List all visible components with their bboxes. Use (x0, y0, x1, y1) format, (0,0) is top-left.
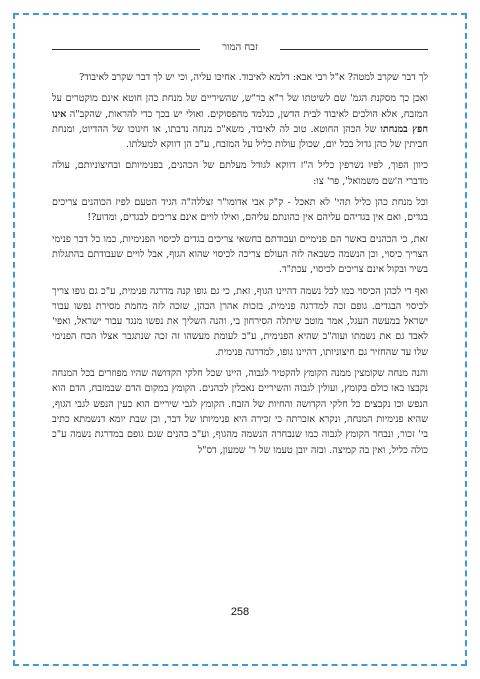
page-number: 258 (230, 606, 250, 618)
paragraph-3: כיוון הפוך, לפיו נשרפין כליל ה"ז דווקא לגודל מעלתם של הכהנים, בפנימיותם ובחיצוניותם, עולה מדברי ה'שם משמואל', פר' צו: (52, 160, 428, 187)
paragraph-6: ואף די לכהן הכיסוי כמו לכל נשמה דהיינו הגוף, זאת, כי גם גופו קנה מדרגה פנימית, ע"כ גם גופו צריך לכיסוי הבגדים. גופם זכה למדרגה פנימית, בזכות אהרן הכהן, שזכה לזה מחמת מסירת נפשו עבור ישראל במעשה העגל, אמר מוטב שיתלה הסירחון בי, והנה השליך את נפשו מנגד עבור ישראל, ואפי' לאבד גם את נשמתו ועוה"ב שהיא הפנימית, ע"כ לעומת מעשהו זה זכה שנתגבר אצלו הכח הפנימי שלו עד שהחזיר גם חיצוניותו, דהיינו גופו, למדרגה פנימית. (52, 285, 428, 358)
paragraph-5: זאת, כי הכהנים באשר הם פנימיים ועבודתם בחשאי צריכים בגדים לכיסוי הפנימיות, כמו כל דבר פנימי הצריך כיסוי, וכן הנשמה כשבאה לזה העולם צריכה לכיסוי שהוא הגוף, אבל לויים שעבודתם בהתגלות בשיר ובקול אינם צריכים לכיסוי, עכת"ד. (52, 233, 428, 276)
paragraph-2-bold: אינו חפץ במנחתו (52, 108, 428, 135)
paragraph-2 (52, 91, 428, 152)
paragraph-2-start: ואכן כך מסקנת הגמ' שם לשיטתו של ר"א בר"ש, שהשיריים של מנחת כהן חוטא אינם מוקטרים על המזבח, אלא הולכים לאיבוד לבית הדשן, כנלמד מהפסוקים. ואולי יש בכך כדי להראות, שהקב"ה (52, 93, 428, 120)
header-rule-right (280, 49, 428, 50)
paragraph-4: וכל מנחת כהן כליל תהי' לא תאכל - ק"ק אבי אדומו"ר זצללה"ה הגיד הטעם לפיז הכוהנים צריכים בגדים, ואם אין בגדיהם עליהם אין כהונתם עליהם, ואילו לויים אינם צריכים לבגדים, ומדוע?! (52, 197, 428, 224)
paragraph-1: לך דבר שקרב למטה? א"ל רבי אבא: דלמא לאיבוד. אחיכו עליה, וכי יש לך דבר שקרב לאיבוד? (79, 72, 428, 83)
paragraph-2-end: של הכהן החוטא. טוב לה לאיבוד, משא"כ מנחה נדבתו, או חינוכו של ההדיוט, ומנחת חביתין של כהן גדול בכל יום, שכולן עולות כליל על המזבח, ע"כ הן דווקא למעלתו. (52, 123, 428, 151)
paragraph-7: והנה מנחה שקומצין ממנה הקומץ להקטיר לגבוה, היינו שכל חלקי הקדושה שהיו מפוזרים בכל המנחה נקבצו באו כולם בקומץ, ועולין לגבוה והשיריים נאכלין לכהנים. הקומץ במקום הדם שבמזבח, הדם הוא הנפש וכו נקבצים כל חלקי הקדושה והחיות של הזבח. הקומץ לגבי שיריים הוא כעין הנפש לגבי הגוף, שהיא פנימיות המנחה, ונקרא אזכרתה כי זכירה היא פנימיותו של דבר, וכן שבת יומא דנשמתא כתיב בי' זכור, ונבחר הקומץ לגבוה כמו שנבחרה הנשמה מהגוף, וע"כ כהנים שגם גופם במדרגת נשמה ע"כ כולה כליל, ואין בה קמיצה. ובזה יובן טעמו של ר' שמעון, דס"ל (52, 368, 428, 456)
running-header (52, 42, 428, 58)
header-rule-left (52, 49, 200, 50)
body-text (52, 70, 428, 464)
header-title: זבח המור (216, 42, 264, 53)
